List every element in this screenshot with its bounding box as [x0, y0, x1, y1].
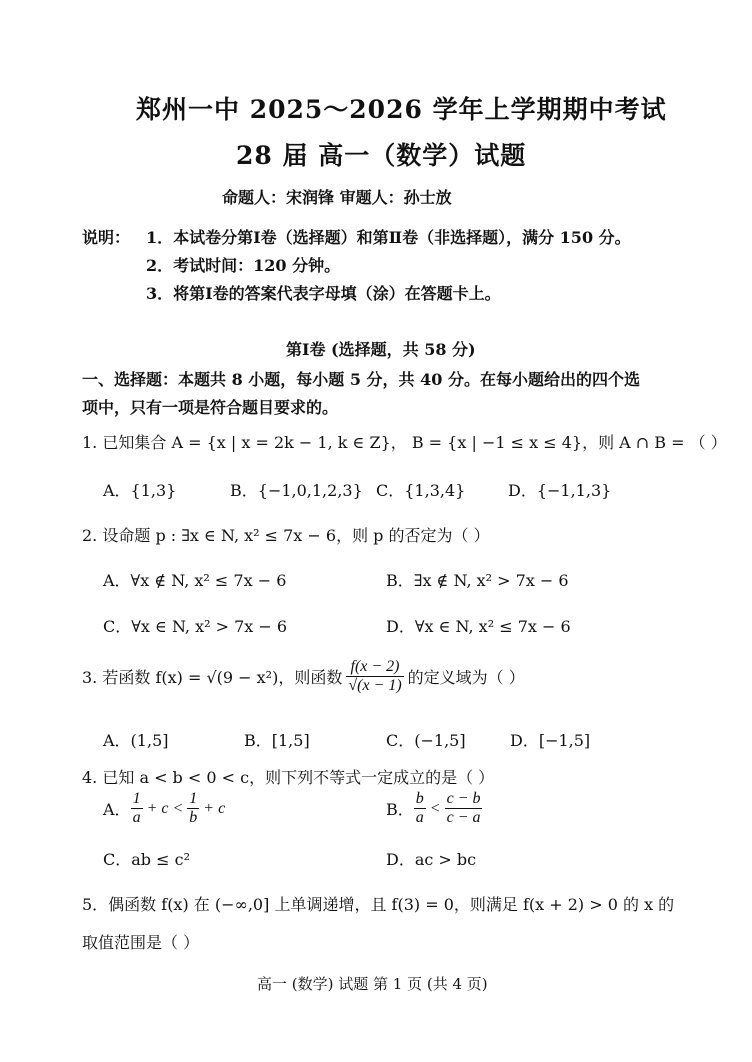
q3-option-a: A．(1,5] — [103, 731, 169, 750]
q4-a-fraction-1 — [131, 790, 143, 827]
q4-a-f2-den: b — [189, 809, 198, 826]
exam-subtitle: 28 届 高一（数学）试题 — [236, 141, 527, 170]
instructions-label: 说明： — [82, 228, 131, 247]
instruction-item: 2．考试时间：120 分钟。 — [146, 256, 341, 275]
q4-a-fraction-2 — [187, 790, 199, 827]
q2-option-c: C．∀x ∈ N, x² > 7x − 6 — [103, 617, 288, 636]
q3-frac-denominator: √(x − 1) — [348, 677, 402, 694]
q4-b-f1-den: a — [415, 809, 424, 826]
q2-option-a: A．∀x ∉ N, x² ≤ 7x − 6 — [103, 571, 287, 590]
q3-fraction — [346, 658, 403, 695]
question-2: 2. 设命题 p : ∃x ∈ N, x² ≤ 7x − 6，则 p 的否定为（ ） — [82, 526, 490, 545]
part-heading: 一、选择题：本题共 8 小题，每小题 5 分，共 40 分。在每小题给出的四个选 — [82, 370, 640, 389]
q3-prefix: 3. 若函数 f(x) = √(9 − x²)，则函数 — [82, 668, 343, 687]
q4-b-fraction-1 — [414, 790, 426, 827]
q4-b-f2-num: c − b — [446, 790, 481, 807]
q2-option-b: B．∃x ∉ N, x² > 7x − 6 — [386, 571, 569, 590]
q4-option-d: D．ac > bc — [386, 850, 477, 869]
q4-option-a — [103, 790, 225, 827]
q1-option-d: D．{−1,1,3} — [508, 481, 612, 500]
q1-option-b: B．{−1,0,1,2,3} — [230, 481, 363, 500]
question-5-cont: 取值范围是（ ） — [82, 933, 200, 952]
q4-option-b — [386, 790, 482, 827]
instruction-item: 3．将第Ⅰ卷的答案代表字母填（涂）在答题卡上。 — [146, 284, 501, 303]
q4-option-b-label: B． — [386, 800, 414, 819]
q4-a-f2-num: 1 — [189, 790, 198, 807]
question-5: 5．偶函数 f(x) 在 (−∞,0] 上单调递增，且 f(3) = 0，则满足 f(x + 2) > 0 的 x 的 — [82, 895, 675, 914]
q4-option-c: C．ab ≤ c² — [103, 850, 190, 869]
q1-option-a: A．{1,3} — [103, 481, 177, 500]
q2-option-d: D．∀x ∈ N, x² ≤ 7x − 6 — [386, 617, 571, 636]
exam-title: 郑州一中 2025～2026 学年上学期期中考试 — [136, 95, 667, 124]
q3-option-b: B．[1,5] — [244, 731, 310, 750]
q3-suffix: 的定义域为（ ） — [407, 668, 525, 687]
q4-a-f1-num: 1 — [132, 790, 141, 807]
q4-b-fraction-2 — [445, 790, 483, 827]
q1-option-c: C．{1,3,4} — [376, 481, 466, 500]
q4-a-mid: + c < — [146, 799, 184, 817]
q4-a-f1-den: a — [132, 809, 141, 826]
q3-frac-numerator: f(x − 2) — [350, 658, 400, 675]
question-4: 4. 已知 a < b < 0 < c，则下列不等式一定成立的是（ ） — [82, 768, 495, 787]
authors-line: 命题人：宋润锋 审题人：孙士放 — [222, 188, 452, 207]
q4-b-f2-den: c − a — [446, 809, 481, 826]
q3-option-d: D．[−1,5] — [510, 731, 591, 750]
question-3 — [82, 658, 525, 695]
section-title: 第Ⅰ卷 (选择题，共 58 分) — [286, 340, 476, 359]
part-heading-cont: 项中，只有一项是符合题目要求的。 — [82, 398, 339, 417]
instruction-item: 1．本试卷分第Ⅰ卷（选择题）和第Ⅱ卷（非选择题），满分 150 分。 — [146, 228, 631, 247]
q4-option-a-label: A． — [103, 800, 131, 819]
page-footer: 高一 (数学) 试题 第 1 页 (共 4 页) — [257, 975, 488, 993]
q3-option-c: C．(−1,5] — [386, 731, 466, 750]
q4-b-f1-num: b — [415, 790, 424, 807]
question-1: 1. 已知集合 A = {x | x = 2k − 1, k ∈ Z}， B = {x | −1 ≤ x ≤ 4}，则 A ∩ B = （ ） — [82, 433, 727, 452]
q4-a-end: + c — [203, 799, 226, 817]
q4-b-mid: < — [429, 799, 441, 817]
